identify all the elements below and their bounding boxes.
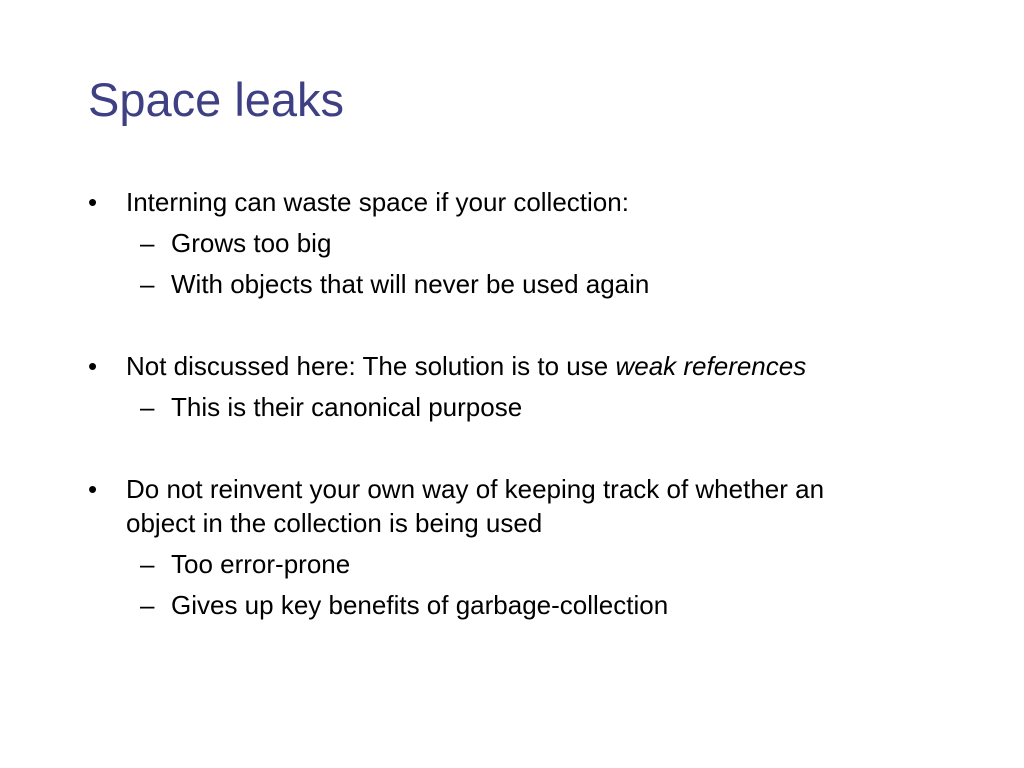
sub-bullet-marker: –: [140, 228, 155, 258]
sub-bullet-marker: –: [140, 392, 155, 422]
sub-bullet-text: Gives up key benefits of garbage-collection: [171, 590, 669, 620]
sub-bullet-marker: –: [140, 269, 155, 299]
sub-bullet-text: Too error-prone: [171, 549, 351, 579]
sub-bullet-text: Grows too big: [171, 228, 332, 258]
sub-bullet-text: This is their canonical purpose: [171, 392, 523, 422]
bullet-text-line-1: Do not reinvent your own way of keeping track of whether an: [126, 474, 825, 504]
bullet-text-plain: Not discussed here: The solution is to use: [126, 351, 616, 381]
bullet-text: Interning can waste space if your collection:: [126, 187, 629, 217]
slide-title: Space leaks: [88, 73, 345, 126]
sub-bullet-marker: –: [140, 549, 155, 579]
sub-bullet-text: With objects that will never be used again: [171, 269, 650, 299]
sub-bullet-marker: –: [140, 590, 155, 620]
bullet-text: [126, 350, 806, 382]
bullet-text-emphasis: weak references: [615, 351, 807, 381]
bullet-marker: •: [88, 187, 98, 217]
bullet-marker: •: [88, 351, 98, 381]
bullet-text-line-2: object in the collection is being used: [126, 508, 543, 538]
bullet-marker: •: [88, 474, 98, 504]
